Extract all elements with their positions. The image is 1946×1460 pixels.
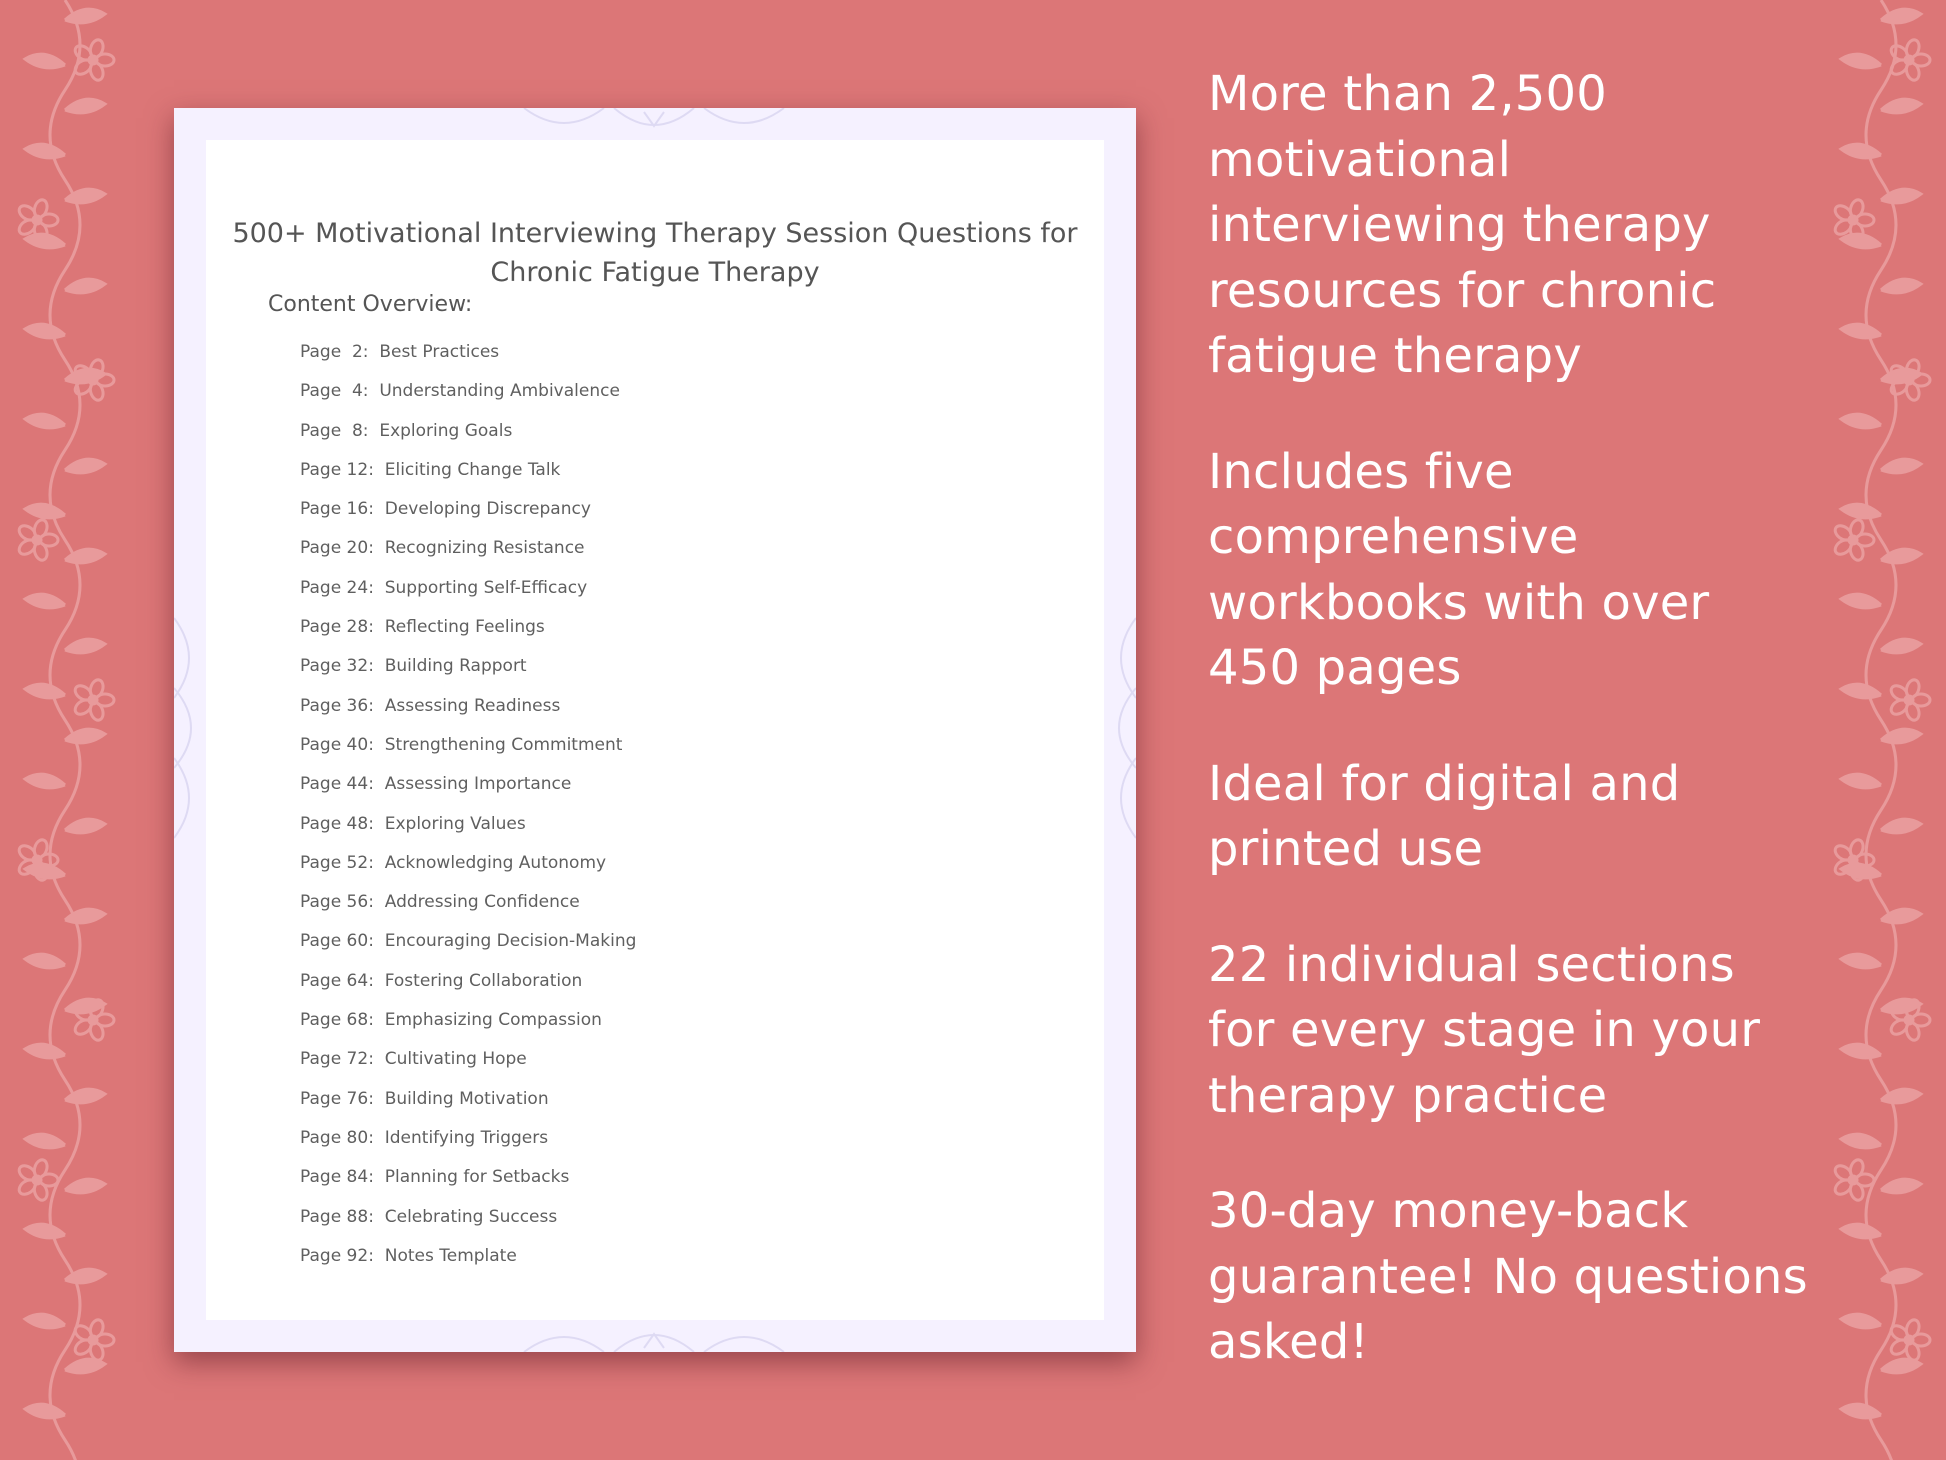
vine-leaf <box>1841 1134 1881 1148</box>
toc-section-title: Fostering Collaboration <box>384 970 583 991</box>
toc-item <box>300 499 636 538</box>
vine-leaf <box>1841 1224 1881 1238</box>
toc-section-title: Encouraging Decision-Making <box>384 931 637 952</box>
vine-leaf <box>1841 774 1881 788</box>
feature-text: Ideal for digital and printed use <box>1208 755 1681 877</box>
mandala-left-icon <box>174 608 206 848</box>
toc-item <box>300 538 636 577</box>
vine-leaf <box>1841 234 1881 248</box>
toc-section-title: Developing Discrepancy <box>384 499 591 520</box>
toc-item <box>300 1246 636 1285</box>
vine-leaf <box>25 414 65 428</box>
toc-item <box>300 971 636 1010</box>
toc-item <box>300 892 636 931</box>
vine-leaf <box>25 1224 65 1238</box>
toc-item <box>300 617 636 656</box>
toc-section-title: Strengthening Commitment <box>384 734 623 755</box>
toc-page-number: Page 32: <box>300 656 374 677</box>
vine-leaf <box>1841 954 1881 968</box>
toc-page-number: Page 56: <box>300 892 374 913</box>
flower-icon <box>16 518 58 562</box>
flower-icon <box>1832 518 1874 562</box>
vine-leaf <box>25 954 65 968</box>
toc-item <box>300 381 636 420</box>
toc-page-number: Page 20: <box>300 538 374 559</box>
toc-item <box>300 814 636 853</box>
toc-page-number: Page 44: <box>300 774 374 795</box>
toc-page-number: Page 28: <box>300 617 374 638</box>
toc-item <box>300 774 636 813</box>
toc-page-number: Page 8: <box>300 420 369 441</box>
toc-page-number: Page 4: <box>300 381 369 402</box>
toc-section-title: Celebrating Success <box>384 1206 558 1227</box>
toc-section-title: Supporting Self-Efficacy <box>384 577 588 598</box>
vine-leaf <box>25 1404 65 1418</box>
vine-leaf <box>65 459 105 473</box>
toc-item <box>300 1128 636 1167</box>
flower-icon <box>1888 678 1930 722</box>
vine-leaf <box>1841 54 1881 68</box>
toc-section-title: Acknowledging Autonomy <box>384 852 607 873</box>
toc-section-title: Planning for Setbacks <box>384 1167 570 1188</box>
vine-leaf <box>1881 819 1921 833</box>
toc-page-number: Page 88: <box>300 1206 374 1227</box>
vine-leaf <box>1841 504 1881 518</box>
toc-item <box>300 853 636 892</box>
toc-page-number: Page 24: <box>300 577 374 598</box>
mandala-top-icon <box>504 108 804 140</box>
toc-item <box>300 931 636 970</box>
vine-leaf <box>1881 1179 1921 1193</box>
document-title-line-2: Chronic Fatigue Therapy <box>490 257 820 288</box>
document-title-line-1: 500+ Motivational Interviewing Therapy Session Questions for <box>232 218 1078 249</box>
toc-section-title: Reflecting Feelings <box>384 617 545 638</box>
toc-page-number: Page 76: <box>300 1088 374 1109</box>
toc-page-number: Page 60: <box>300 931 374 952</box>
vine-leaf <box>1881 99 1921 113</box>
vine-leaf <box>65 99 105 113</box>
toc-item <box>300 1049 636 1088</box>
vine-leaf <box>1841 1404 1881 1418</box>
toc-page-number: Page 48: <box>300 813 374 834</box>
vine-leaf <box>25 1314 65 1328</box>
flower-icon <box>72 1318 114 1362</box>
flower-icon <box>72 678 114 722</box>
toc-section-title: Exploring Values <box>384 813 526 834</box>
toc-section-title: Building Motivation <box>384 1088 549 1109</box>
vine-leaf <box>25 684 65 698</box>
toc-section-title: Recognizing Resistance <box>384 538 585 559</box>
vine-leaf <box>25 234 65 248</box>
toc-item <box>300 421 636 460</box>
toc-page-number: Page 36: <box>300 695 374 716</box>
toc-page-number: Page 40: <box>300 734 374 755</box>
vine-leaf <box>1841 684 1881 698</box>
toc-page-number: Page 92: <box>300 1245 374 1266</box>
vine-leaf <box>25 54 65 68</box>
vine-leaf <box>1841 144 1881 158</box>
vine-leaf <box>65 639 105 653</box>
toc-item <box>300 1089 636 1128</box>
vine-leaf <box>65 819 105 833</box>
vine-leaf <box>25 1134 65 1148</box>
vine-leaf <box>1881 279 1921 293</box>
feature-text: More than 2,500 motivational interviewing therapy resources for chronic fatigue therapy <box>1208 66 1717 384</box>
toc-page-number: Page 68: <box>300 1010 374 1031</box>
toc-item <box>300 1167 636 1206</box>
vine-stem <box>50 0 80 1460</box>
vine-leaf <box>1841 594 1881 608</box>
vine-leaf <box>25 504 65 518</box>
vine-leaf <box>65 279 105 293</box>
feature-text: 30-day money-back guarantee! No questions asked! <box>1208 1183 1808 1370</box>
vine-leaf <box>1841 1044 1881 1058</box>
feature-text: 22 individual sections for every stage in your therapy practice <box>1208 936 1761 1124</box>
toc-section-title: Eliciting Change Talk <box>384 459 561 480</box>
content-overview-heading: Content Overview: <box>268 292 473 317</box>
toc-page-number: Page 80: <box>300 1127 374 1148</box>
document-preview <box>174 108 1136 1352</box>
toc-item <box>300 735 636 774</box>
vine-leaf <box>1841 324 1881 338</box>
toc-section-title: Building Rapport <box>384 656 527 677</box>
toc-item <box>300 460 636 499</box>
vine-leaf <box>25 594 65 608</box>
mandala-right-icon <box>1104 608 1136 848</box>
toc-section-title: Best Practices <box>379 342 500 362</box>
toc-item <box>300 342 636 381</box>
toc-item <box>300 656 636 695</box>
vine-leaf <box>1881 639 1921 653</box>
vine-leaf <box>25 144 65 158</box>
vine-leaf <box>25 1044 65 1058</box>
toc-page-number: Page 84: <box>300 1167 374 1188</box>
vine-leaf <box>65 1179 105 1193</box>
vine-stem <box>1866 0 1896 1460</box>
feature-list <box>1208 62 1808 1426</box>
table-of-contents <box>300 342 636 1285</box>
toc-page-number: Page 52: <box>300 852 374 873</box>
toc-section-title: Understanding Ambivalence <box>379 381 620 402</box>
mandala-bottom-icon <box>504 1320 804 1352</box>
toc-section-title: Assessing Importance <box>384 774 572 795</box>
document-page <box>206 140 1104 1320</box>
toc-section-title: Emphasizing Compassion <box>384 1010 602 1031</box>
flower-icon <box>1888 1318 1930 1362</box>
toc-page-number: Page 12: <box>300 459 374 480</box>
toc-section-title: Addressing Confidence <box>384 892 580 913</box>
toc-page-number: Page 2: <box>300 342 369 362</box>
toc-item <box>300 1010 636 1049</box>
vine-leaf <box>1881 459 1921 473</box>
toc-section-title: Identifying Triggers <box>384 1127 549 1148</box>
toc-page-number: Page 16: <box>300 499 374 520</box>
floral-vine-right-decoration <box>1816 0 1946 1460</box>
flower-icon <box>72 998 114 1042</box>
toc-page-number: Page 64: <box>300 970 374 991</box>
toc-item <box>300 696 636 735</box>
toc-section-title: Exploring Goals <box>379 420 513 441</box>
vine-leaf <box>1841 1314 1881 1328</box>
toc-section-title: Assessing Readiness <box>384 695 561 716</box>
toc-item <box>300 1207 636 1246</box>
vine-leaf <box>1841 414 1881 428</box>
feature-text: Includes five comprehensive workbooks with over 450 pages <box>1208 443 1710 696</box>
toc-page-number: Page 72: <box>300 1049 374 1070</box>
vine-leaf <box>25 774 65 788</box>
toc-item <box>300 578 636 617</box>
vine-leaf <box>25 324 65 338</box>
flower-icon <box>1888 998 1930 1042</box>
toc-section-title: Cultivating Hope <box>384 1049 527 1070</box>
toc-section-title: Notes Template <box>384 1245 517 1266</box>
floral-vine-left-decoration <box>0 0 130 1460</box>
document-title <box>206 214 1104 292</box>
